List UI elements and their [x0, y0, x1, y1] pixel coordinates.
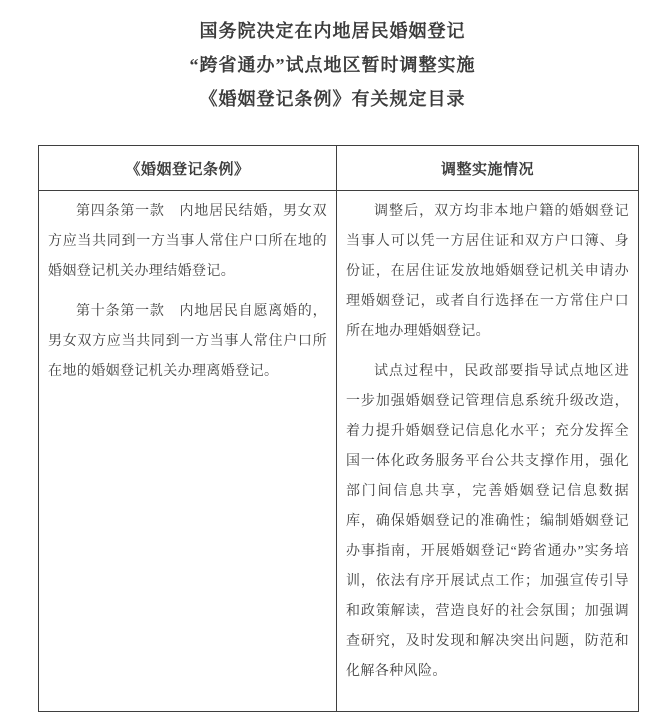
title-line-2: “跨省通办”试点地区暂时调整实施 [189, 55, 476, 75]
title-line-3: 《婚姻登记条例》有关规定目录 [199, 89, 466, 109]
column-header-adjustment: 调整实施情况 [337, 146, 639, 191]
document-page [0, 14, 665, 718]
column-header-regulation: 《婚姻登记条例》 [39, 146, 337, 191]
regulations-comparison-table [38, 145, 639, 712]
regulation-paragraph-2: 第十条第一款 内地居民自愿离婚的，男女双方应当共同到一方当事人常住户口所在地的婚姻登记机关办理离婚登记。 [48, 304, 327, 379]
document-title [0, 14, 665, 116]
adjustment-paragraph-1: 调整后，双方均非本地户籍的婚姻登记当事人可以凭一方居住证和双方户口簿、身份证，在居住证发放地婚姻登记机关申请办理婚姻登记，或者自行选择在一方常住户口所在地办理婚姻登记。 [346, 204, 629, 339]
regulation-paragraph-1: 第四条第一款 内地居民结婚，男女双方应当共同到一方当事人常住户口所在地的婚姻登记机关办理结婚登记。 [48, 204, 327, 279]
table-row [39, 191, 639, 712]
adjustment-paragraph-2: 试点过程中，民政部要指导试点地区进一步加强婚姻登记管理信息系统升级改造，着力提升婚姻登记信息化水平；充分发挥全国一体化政务服务平台公共支撑作用，强化部门间信息共享，完善婚姻登记信息数据库，确保婚姻登记的准确性；编制婚姻登记办事指南，开展婚姻登记“跨省通办”实务培训，依法有序开展试点工作；加强宣传引导和政策解读，营造良好的社会氛围；加强调查研究，及时发现和解决突出问题，防范和化解各种风险。 [346, 364, 629, 679]
adjustment-cell [337, 191, 639, 712]
table-header-row [39, 146, 639, 191]
regulation-cell [39, 191, 337, 712]
title-line-1: 国务院决定在内地居民婚姻登记 [199, 21, 466, 41]
